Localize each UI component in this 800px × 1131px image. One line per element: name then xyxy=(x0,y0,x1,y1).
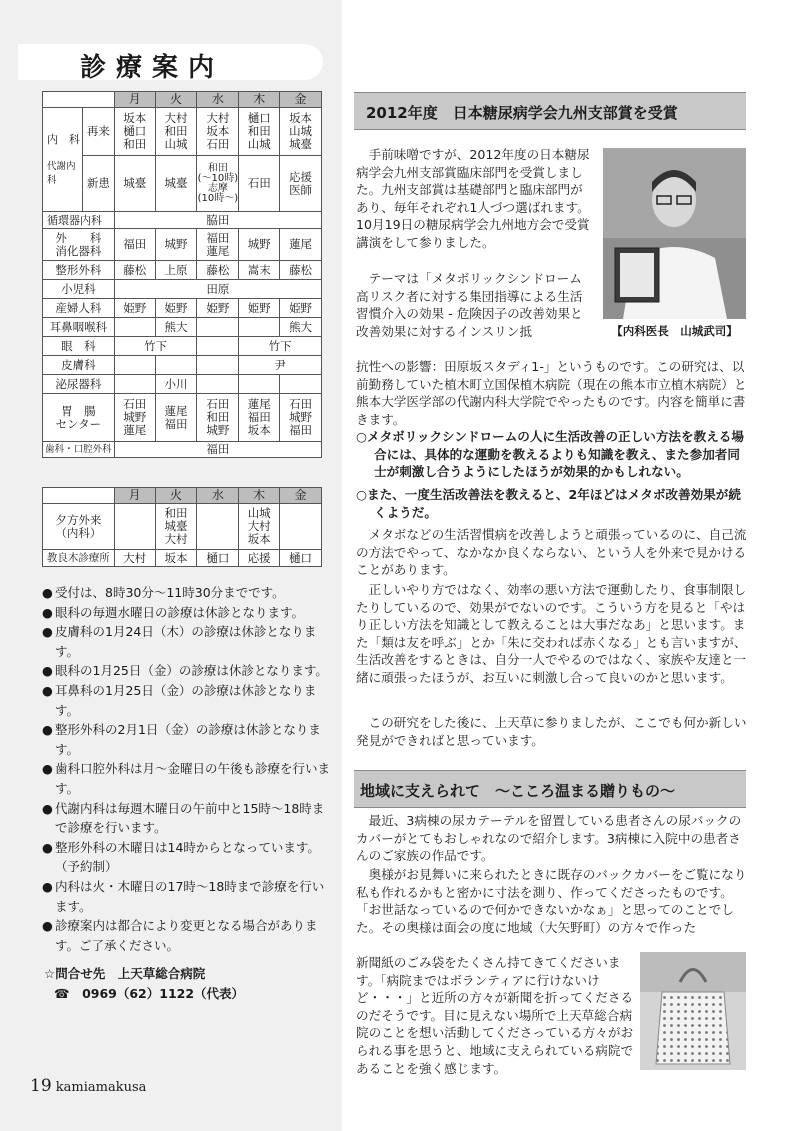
day-header: 木 xyxy=(239,488,280,504)
notice-item: ● 眼科の1月25日（金）の診療は休診となります。 xyxy=(42,663,328,679)
evening-table xyxy=(42,487,322,567)
schedule-cell: 竹下 xyxy=(114,337,197,356)
dept-naika: 内 科 代謝内科 xyxy=(43,108,83,212)
notice-item: ● 受付は、8時30分～11時30分までです。 xyxy=(42,585,285,600)
schedule-cell: 藤松 xyxy=(280,261,322,280)
schedule-cell: 姫野 xyxy=(239,299,280,318)
key-finding: ○また、一度生活改善法を教えると、2年ほどはメタボ改善効果が続くようだ。 xyxy=(356,487,741,520)
schedule-cell: 脇田 xyxy=(114,212,321,229)
article-title: 地域に支えられて ～こころ温まる贈りもの～ xyxy=(360,782,676,800)
schedule-cell xyxy=(197,375,239,394)
schedule-cell: 姫野 xyxy=(155,299,197,318)
day-header: 月 xyxy=(114,92,155,108)
page-title: 診療案内 xyxy=(80,53,225,83)
day-header: 火 xyxy=(155,92,197,108)
schedule-cell: 樋口 xyxy=(197,550,239,567)
schedule-cell: 蓮尾 福田 坂本 xyxy=(239,394,280,442)
section-title-bar xyxy=(18,44,323,83)
schedule-cell: 田原 xyxy=(114,280,321,299)
schedule-cell xyxy=(280,504,322,550)
notice-item: ● 内科は火・木曜日の17時～18時まで診療を行います。 xyxy=(42,878,325,914)
dept-label: 眼 科 xyxy=(43,337,115,356)
schedule-cell: 福田 xyxy=(114,442,321,458)
article-paragraph: 最近、3病棟の尿カテーテルを留置している患者さんの尿バックのカバーがとてもおしゃれなので紹介します。3病棟に入院中の患者さんのご家族の作品です。 xyxy=(356,813,742,864)
page-number: 19 xyxy=(30,1076,52,1096)
schedule-cell: 応援 医師 xyxy=(280,156,322,212)
schedule-table xyxy=(42,91,322,458)
schedule-cell: 尹 xyxy=(239,356,322,375)
visit-type-label: 再来 xyxy=(82,108,114,156)
dept-label: 小児科 xyxy=(43,280,115,299)
schedule-cell: 応援 xyxy=(239,550,280,567)
notice-item: ● 代謝内科は毎週木曜日の午前中と15時～18時まで診療を行います。 xyxy=(42,800,325,836)
schedule-cell: 樋口 xyxy=(280,550,322,567)
page-footer xyxy=(30,1076,146,1096)
contact-info xyxy=(44,964,244,1004)
schedule-cell: 樋口 和田 山城 xyxy=(239,108,280,156)
notice-item: ● 眼科の毎週水曜日の診療は休診となります。 xyxy=(42,604,305,620)
article-heading-bar xyxy=(354,92,746,130)
schedule-cell: 石田 xyxy=(239,156,280,212)
schedule-cell xyxy=(114,356,155,375)
schedule-cell: 福田 xyxy=(114,229,155,261)
schedule-cell xyxy=(239,375,280,394)
schedule-cell: 坂本 山城 城臺 xyxy=(280,108,322,156)
schedule-cell xyxy=(197,318,239,337)
day-header: 木 xyxy=(239,92,280,108)
contact-phone: ☎ 0969（62）1122（代表） xyxy=(54,986,245,1001)
notice-item: ● 耳鼻科の1月25日（金）の診療は休診となります。 xyxy=(42,682,317,718)
schedule-cell xyxy=(114,504,155,550)
dept-label: 教良木診療所 xyxy=(43,550,115,567)
schedule-cell xyxy=(197,337,239,356)
doctor-portrait-image xyxy=(603,148,746,319)
article-heading-bar xyxy=(354,770,746,808)
schedule-cell: 石田 城野 福田 xyxy=(280,394,322,442)
schedule-cell: 姫野 xyxy=(114,299,155,318)
article-paragraph: 新聞紙のごみ袋をたくさん持てきてくださいます。「病院まではボランティアに行けないけど・・・」と近所の方々が新聞を折ってくださるのだそうです。目に見えない場所で上天草総合病院のことを想い活動してくださっている方々がおられる事を思うと、地域に支えられている病院であることを強く感じます。 xyxy=(356,955,634,1076)
schedule-cell: 姫野 xyxy=(280,299,322,318)
urine-bag-cover-image xyxy=(640,952,746,1070)
article-paragraph: 抗性への影響：田原坂スタディ1-」というものです。この研究は、以前勤務していた植木町立国保植木病院（現在の熊本市立植木病院）と熊本大学医学部の代謝内科大学院でやったものです。内容を簡単に書きます。 xyxy=(356,359,747,427)
schedule-cell: 蓮尾 福田 xyxy=(155,394,197,442)
day-header: 金 xyxy=(280,92,322,108)
schedule-cell xyxy=(114,318,155,337)
schedule-cell: 熊大 xyxy=(155,318,197,337)
key-finding: ○メタボリックシンドロームの人に生活改善の正しい方法を教える場合には、具体的な運動を教えるよりも知識を教え、また参加者同士が刺激し合うようにしたほうが効果的かもしれない。 xyxy=(356,429,744,480)
photo-caption: 【内科医長 山城武司】 xyxy=(611,324,738,338)
article-paragraph: 奥様がお見舞いに来られたときに既存のバックカバーをご覧になり私も作れるかもと密かに寸法を測り、作ってくださったものです。「お世話なっているので何かできないかなぁ」と思ってのことでした。その奥様は面会の度に地域（大矢野町）の方々で作った xyxy=(356,867,747,935)
dept-label: 歯科・口腔外科 xyxy=(43,442,115,458)
magazine-name: kamiamakusa xyxy=(55,1080,147,1095)
schedule-cell xyxy=(155,356,197,375)
contact-label: ☆問合せ先 上天草総合病院 xyxy=(44,966,206,981)
dept-label: 胃 腸 センター xyxy=(43,394,115,442)
article-paragraph: 正しいやり方ではなく、効率の悪い方法で運動したり、食事制限したりしているので、効果がでないのです。こういう方を見ると「やはり正しい方法を知識として教えることは大事だなあ」と思います。また「類は友を呼ぶ」とか「朱に交われば赤くなる」とも言いますが、生活改善をするときは、自分一人でやるのではなく、家族や友達と一緒に頑張ったほうが、お互いに刺激し合って良いのかと思います。 xyxy=(356,582,747,685)
article-paragraph: この研究をした後に、上天草に参りましたが、ここでも何か新しい発見ができればと思っています。 xyxy=(356,715,747,748)
schedule-cell: 城野 xyxy=(155,229,197,261)
dept-label: 整形外科 xyxy=(43,261,115,280)
corner-cell xyxy=(43,92,115,108)
day-header: 水 xyxy=(197,488,239,504)
schedule-cell: 城臺 xyxy=(155,156,197,212)
day-header: 金 xyxy=(280,488,322,504)
dept-label: 循環器内科 xyxy=(43,212,115,229)
schedule-cell: 大村 坂本 石田 xyxy=(197,108,239,156)
article-title: 2012年度 日本糖尿病学会九州支部賞を受賞 xyxy=(366,104,678,122)
visit-type-label: 新患 xyxy=(82,156,114,212)
schedule-cell: 和田 (～10時) 志摩 (10時～) xyxy=(197,156,239,212)
notice-item: ● 診療案内は都合により変更となる場合があります。ご了承ください。 xyxy=(42,918,318,953)
dept-label: 耳鼻咽喉科 xyxy=(43,318,115,337)
notice-item: ● 整形外科の木曜日は14時からとなっています。（予約制） xyxy=(42,839,320,875)
schedule-cell: 上原 xyxy=(155,261,197,280)
schedule-cell: 和田 城臺 大村 xyxy=(155,504,197,550)
schedule-cell: 藤松 xyxy=(197,261,239,280)
schedule-cell: 城野 xyxy=(239,229,280,261)
dept-label: 外 科 消化器科 xyxy=(43,229,115,261)
doctor-photo xyxy=(603,148,746,319)
schedule-cell xyxy=(239,318,280,337)
schedule-cell: 蓮尾 xyxy=(280,229,322,261)
day-header: 水 xyxy=(197,92,239,108)
schedule-cell: 熊大 xyxy=(280,318,322,337)
notice-item: ● 歯科口腔外科は月～金曜日の午後も診療を行います。 xyxy=(42,761,331,796)
article-paragraph: テーマは「メタボリックシンドローム高リスク者に対する集団指導による生活習慣介入の効果 - 危険因子の改善効果と改善効果に対するインスリン抵 xyxy=(356,271,583,339)
schedule-cell: 石田 和田 城野 xyxy=(197,394,239,442)
dept-label: 産婦人科 xyxy=(43,299,115,318)
schedule-cell: 竹下 xyxy=(239,337,322,356)
schedule-cell: 福田 蓮尾 xyxy=(197,229,239,261)
dept-label: 泌尿器科 xyxy=(43,375,115,394)
dept-label: 皮膚科 xyxy=(43,356,115,375)
schedule-cell: 坂本 樋口 和田 xyxy=(114,108,155,156)
dept-label: 夕方外来 （内科） xyxy=(43,504,115,550)
schedule-cell: 嵩末 xyxy=(239,261,280,280)
schedule-cell: 藤松 xyxy=(114,261,155,280)
schedule-cell: 小川 xyxy=(155,375,197,394)
schedule-cell xyxy=(114,375,155,394)
notice-item: ● 整形外科の2月1日（金）の診療は休診となります。 xyxy=(42,722,321,757)
schedule-cell xyxy=(197,356,239,375)
schedule-cell: 城臺 xyxy=(114,156,155,212)
day-header: 火 xyxy=(155,488,197,504)
article-paragraph: 手前味噌ですが、2012年度の日本糖尿病学会九州支部賞臨床部門を受賞しました。九州支部賞は基礎部門と臨床部門があり、毎年それぞれ1人づつ選ばれます。10月19日の糖尿病学会九州地方会で受賞講演をして参りました。 xyxy=(356,147,590,250)
schedule-cell xyxy=(197,504,239,550)
article-paragraph: メタボなどの生活習慣病を改善しようと頑張っているのに、自己流の方法でやって、なかなか良くならない、という人を外来で見かけることがあります。 xyxy=(356,527,747,578)
schedule-cell: 坂本 xyxy=(155,550,197,567)
notice-list xyxy=(42,583,332,955)
schedule-cell: 大村 xyxy=(114,550,155,567)
corner-cell xyxy=(43,488,115,504)
schedule-cell: 姫野 xyxy=(197,299,239,318)
bag-cover-photo xyxy=(640,952,746,1070)
day-header: 月 xyxy=(114,488,155,504)
schedule-cell xyxy=(280,375,322,394)
schedule-cell: 山城 大村 坂本 xyxy=(239,504,280,550)
schedule-cell: 石田 城野 蓮尾 xyxy=(114,394,155,442)
notice-item: ● 皮膚科の1月24日（木）の診療は休診となります。 xyxy=(42,624,317,659)
schedule-cell: 大村 和田 山城 xyxy=(155,108,197,156)
